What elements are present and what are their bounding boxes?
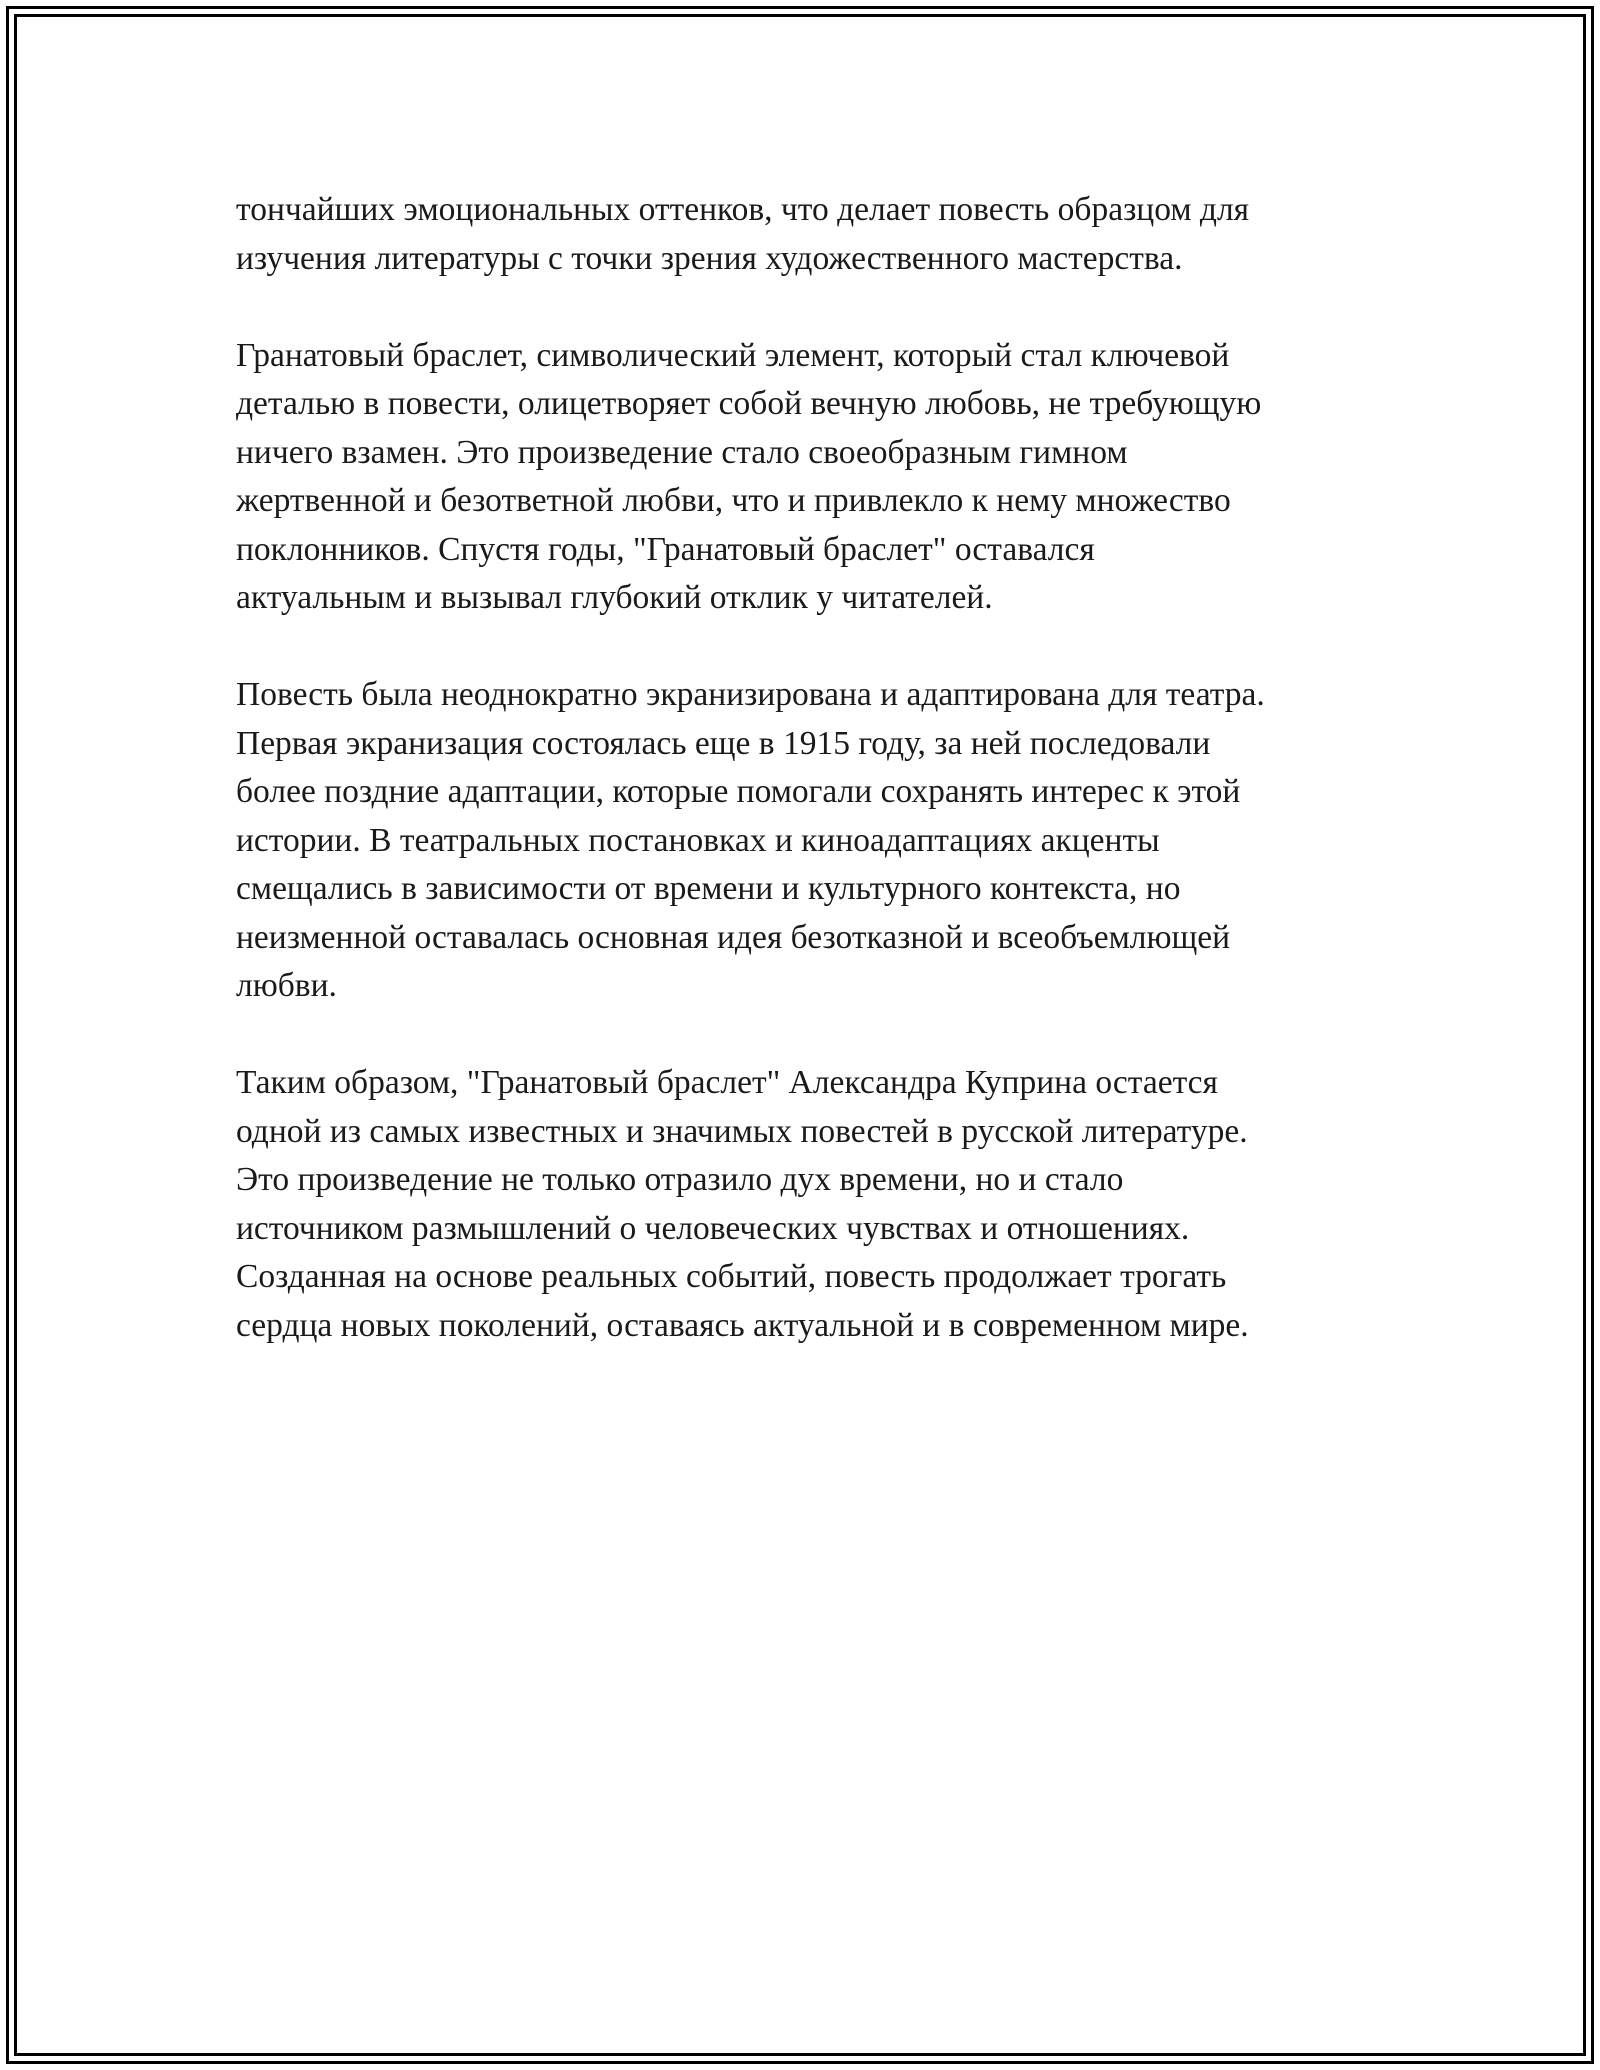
text-line: ничего взамен. Это произведение стало своеобразным гимном [236,433,1128,471]
text-line: смещались в зависимости от времени и культурного контекста, но [236,870,1181,907]
text-line: истории. В театральных постановках и киноадаптациях акценты [236,821,1160,859]
text-line: тончайших эмоциональных оттенков, что делает повесть образцом для [236,191,1250,228]
text-line: деталью в повести, олицетворяет собой вечную любовь, не требующую [236,385,1262,422]
text-line: источником размышлений о человеческих чувствах и отношениях. [236,1209,1190,1247]
document-body [236,186,1376,1399]
text-line: Созданная на основе реальных событий, повесть продолжает трогать [236,1258,1227,1295]
text-line: Гранатовый браслет, символический элемент, который стал ключевой [236,336,1230,374]
text-line: сердца новых поколений, оставаясь актуальной и в современном мире. [236,1306,1249,1344]
text-line: актуальным и вызывал глубокий отклик у читателей. [236,579,993,616]
paragraph-1 [236,186,1376,283]
paragraph-2 [236,332,1376,623]
text-line: более поздние адаптации, которые помогали сохранять интерес к этой [236,773,1241,810]
text-line: жертвенной и безответной любви, что и привлекло к нему множество [236,482,1231,519]
text-line: любви. [236,967,337,1004]
text-line: изучения литературы с точки зрения художественного мастерства. [236,239,1183,277]
text-line: Таким образом, "Гранатовый браслет" Александра Куприна остается [236,1064,1218,1101]
text-line: Это произведение не только отразило дух времени, но и стало [236,1161,1124,1198]
paragraph-3 [236,671,1376,1011]
text-line: поклонников. Спустя годы, "Гранатовый браслет" оставался [236,530,1095,568]
text-line: одной из самых известных и значимых повестей в русской литературе. [236,1112,1248,1150]
paragraph-4 [236,1059,1376,1350]
text-line: неизменной оставалась основная идея безотказной и всеобъемлющей [236,918,1231,956]
text-line: Первая экранизация состоялась еще в 1915 году, за ней последовали [236,724,1211,762]
text-line: Повесть была неоднократно экранизирована и адаптирована для театра. [236,676,1265,713]
